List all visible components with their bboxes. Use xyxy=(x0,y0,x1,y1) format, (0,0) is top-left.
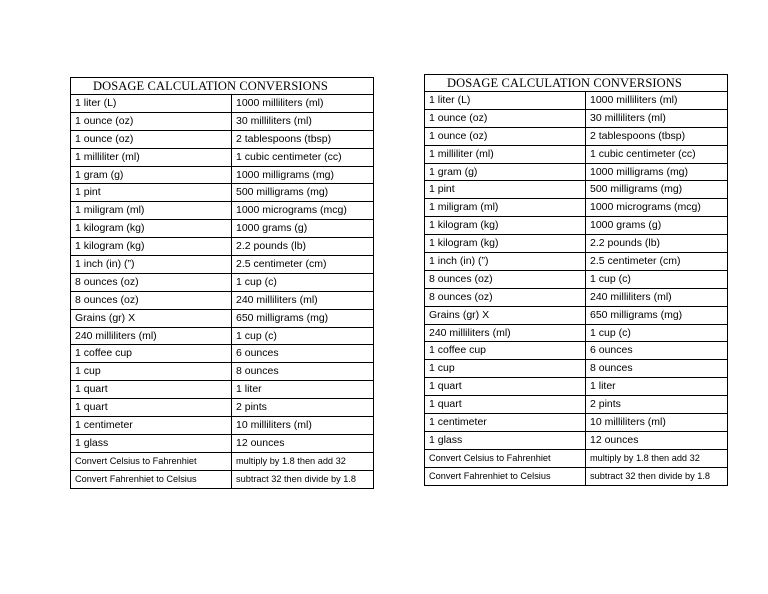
unit-cell: 240 milliliters (ml) xyxy=(425,324,586,342)
table-row xyxy=(71,256,374,274)
unit-cell: 1 quart xyxy=(71,381,232,399)
equivalent-cell: 1 liter xyxy=(232,381,374,399)
equivalent-cell: 240 milliliters (ml) xyxy=(586,288,728,306)
table-row xyxy=(425,181,728,199)
table-row xyxy=(71,220,374,238)
equivalent-cell: 500 milligrams (mg) xyxy=(232,184,374,202)
unit-cell: 1 pint xyxy=(71,184,232,202)
table-row xyxy=(71,95,374,113)
table-row xyxy=(71,327,374,345)
equivalent-cell: 1 cubic centimeter (cc) xyxy=(586,145,728,163)
table-row xyxy=(71,345,374,363)
unit-cell: 1 gram (g) xyxy=(71,166,232,184)
table-row xyxy=(71,184,374,202)
equivalent-cell: 1 cup (c) xyxy=(232,273,374,291)
equivalent-cell: 650 milligrams (mg) xyxy=(586,306,728,324)
unit-cell: 240 milliliters (ml) xyxy=(71,327,232,345)
table-row xyxy=(71,166,374,184)
equivalent-cell: 500 milligrams (mg) xyxy=(586,181,728,199)
unit-cell: 1 milliliter (ml) xyxy=(425,145,586,163)
equivalent-cell: 30 milliliters (ml) xyxy=(232,112,374,130)
equivalent-cell: subtract 32 then divide by 1.8 xyxy=(232,470,374,488)
table-row xyxy=(71,381,374,399)
unit-cell: 8 ounces (oz) xyxy=(71,291,232,309)
equivalent-cell: 2 tablespoons (tbsp) xyxy=(232,130,374,148)
unit-cell: 1 quart xyxy=(425,378,586,396)
equivalent-cell: 1 cubic centimeter (cc) xyxy=(232,148,374,166)
equivalent-cell: 30 milliliters (ml) xyxy=(586,109,728,127)
table-row xyxy=(71,112,374,130)
card-title: DOSAGE CALCULATION CONVERSIONS xyxy=(424,74,728,91)
conversion-table xyxy=(70,94,374,489)
unit-cell: 1 quart xyxy=(71,399,232,417)
unit-cell: 1 inch (in) (”) xyxy=(71,256,232,274)
equivalent-cell: 10 milliliters (ml) xyxy=(586,414,728,432)
table-row xyxy=(425,378,728,396)
table-row xyxy=(425,467,728,485)
table-row xyxy=(71,470,374,488)
equivalent-cell: 650 milligrams (mg) xyxy=(232,309,374,327)
unit-cell: 1 ounce (oz) xyxy=(425,109,586,127)
unit-cell: 1 ounce (oz) xyxy=(425,127,586,145)
table-row xyxy=(425,324,728,342)
equivalent-cell: multiply by 1.8 then add 32 xyxy=(586,449,728,467)
conversion-table-body xyxy=(71,95,374,489)
unit-cell: 1 coffee cup xyxy=(425,342,586,360)
equivalent-cell: 2.2 pounds (lb) xyxy=(232,238,374,256)
equivalent-cell: 1 cup (c) xyxy=(586,324,728,342)
conversion-card-right xyxy=(424,74,728,486)
equivalent-cell: 8 ounces xyxy=(232,363,374,381)
table-row xyxy=(425,235,728,253)
unit-cell: 1 quart xyxy=(425,396,586,414)
unit-cell: Convert Celsius to Fahrenhiet xyxy=(425,449,586,467)
unit-cell: 1 coffee cup xyxy=(71,345,232,363)
equivalent-cell: 1000 micrograms (mcg) xyxy=(586,199,728,217)
table-row xyxy=(71,238,374,256)
unit-cell: 1 kilogram (kg) xyxy=(71,238,232,256)
equivalent-cell: 10 milliliters (ml) xyxy=(232,417,374,435)
equivalent-cell: 1000 micrograms (mcg) xyxy=(232,202,374,220)
unit-cell: 1 miligram (ml) xyxy=(425,199,586,217)
table-row xyxy=(425,253,728,271)
table-row xyxy=(71,291,374,309)
equivalent-cell: 12 ounces xyxy=(232,434,374,452)
unit-cell: Grains (gr) X xyxy=(71,309,232,327)
table-row xyxy=(71,273,374,291)
table-row xyxy=(425,217,728,235)
table-row xyxy=(425,396,728,414)
unit-cell: 8 ounces (oz) xyxy=(425,288,586,306)
equivalent-cell: 1000 grams (g) xyxy=(586,217,728,235)
equivalent-cell: 1000 milligrams (mg) xyxy=(586,163,728,181)
unit-cell: 1 pint xyxy=(425,181,586,199)
unit-cell: Convert Celsius to Fahrenhiet xyxy=(71,452,232,470)
equivalent-cell: 1000 grams (g) xyxy=(232,220,374,238)
table-row xyxy=(425,342,728,360)
table-row xyxy=(425,92,728,110)
conversion-card-left xyxy=(70,77,374,489)
unit-cell: 8 ounces (oz) xyxy=(425,270,586,288)
unit-cell: 1 ounce (oz) xyxy=(71,130,232,148)
table-row xyxy=(425,145,728,163)
unit-cell: 1 kilogram (kg) xyxy=(425,217,586,235)
table-row xyxy=(425,127,728,145)
unit-cell: 1 inch (in) (”) xyxy=(425,253,586,271)
table-row xyxy=(425,109,728,127)
table-row xyxy=(71,130,374,148)
table-row xyxy=(425,270,728,288)
unit-cell: 1 ounce (oz) xyxy=(71,112,232,130)
unit-cell: 1 miligram (ml) xyxy=(71,202,232,220)
unit-cell: 1 kilogram (kg) xyxy=(71,220,232,238)
unit-cell: 8 ounces (oz) xyxy=(71,273,232,291)
unit-cell: Convert Fahrenhiet to Celsius xyxy=(425,467,586,485)
equivalent-cell: 2 tablespoons (tbsp) xyxy=(586,127,728,145)
equivalent-cell: 1 liter xyxy=(586,378,728,396)
equivalent-cell: 12 ounces xyxy=(586,431,728,449)
table-row xyxy=(71,417,374,435)
equivalent-cell: 8 ounces xyxy=(586,360,728,378)
equivalent-cell: 2 pints xyxy=(232,399,374,417)
unit-cell: 1 gram (g) xyxy=(425,163,586,181)
equivalent-cell: 2.5 centimeter (cm) xyxy=(586,253,728,271)
table-row xyxy=(425,199,728,217)
table-row xyxy=(71,309,374,327)
table-row xyxy=(425,414,728,432)
table-row xyxy=(425,431,728,449)
unit-cell: 1 liter (L) xyxy=(425,92,586,110)
unit-cell: 1 kilogram (kg) xyxy=(425,235,586,253)
unit-cell: 1 glass xyxy=(71,434,232,452)
equivalent-cell: 6 ounces xyxy=(586,342,728,360)
unit-cell: 1 milliliter (ml) xyxy=(71,148,232,166)
equivalent-cell: 2.2 pounds (lb) xyxy=(586,235,728,253)
unit-cell: Grains (gr) X xyxy=(425,306,586,324)
equivalent-cell: 2.5 centimeter (cm) xyxy=(232,256,374,274)
equivalent-cell: 1000 milliliters (ml) xyxy=(232,95,374,113)
unit-cell: 1 liter (L) xyxy=(71,95,232,113)
equivalent-cell: 1000 milligrams (mg) xyxy=(232,166,374,184)
equivalent-cell: multiply by 1.8 then add 32 xyxy=(232,452,374,470)
table-row xyxy=(425,360,728,378)
unit-cell: 1 centimeter xyxy=(71,417,232,435)
unit-cell: 1 glass xyxy=(425,431,586,449)
table-row xyxy=(71,452,374,470)
table-row xyxy=(71,148,374,166)
unit-cell: 1 cup xyxy=(71,363,232,381)
equivalent-cell: 1 cup (c) xyxy=(586,270,728,288)
table-row xyxy=(425,163,728,181)
table-row xyxy=(425,449,728,467)
table-row xyxy=(71,434,374,452)
table-row xyxy=(71,363,374,381)
conversion-table-body xyxy=(425,92,728,486)
unit-cell: 1 centimeter xyxy=(425,414,586,432)
equivalent-cell: 6 ounces xyxy=(232,345,374,363)
table-row xyxy=(425,306,728,324)
equivalent-cell: 240 milliliters (ml) xyxy=(232,291,374,309)
table-row xyxy=(425,288,728,306)
equivalent-cell: 1 cup (c) xyxy=(232,327,374,345)
unit-cell: 1 cup xyxy=(425,360,586,378)
equivalent-cell: 1000 milliliters (ml) xyxy=(586,92,728,110)
equivalent-cell: 2 pints xyxy=(586,396,728,414)
table-row xyxy=(71,202,374,220)
card-title: DOSAGE CALCULATION CONVERSIONS xyxy=(70,77,374,94)
unit-cell: Convert Fahrenhiet to Celsius xyxy=(71,470,232,488)
table-row xyxy=(71,399,374,417)
equivalent-cell: subtract 32 then divide by 1.8 xyxy=(586,467,728,485)
conversion-table xyxy=(424,91,728,486)
